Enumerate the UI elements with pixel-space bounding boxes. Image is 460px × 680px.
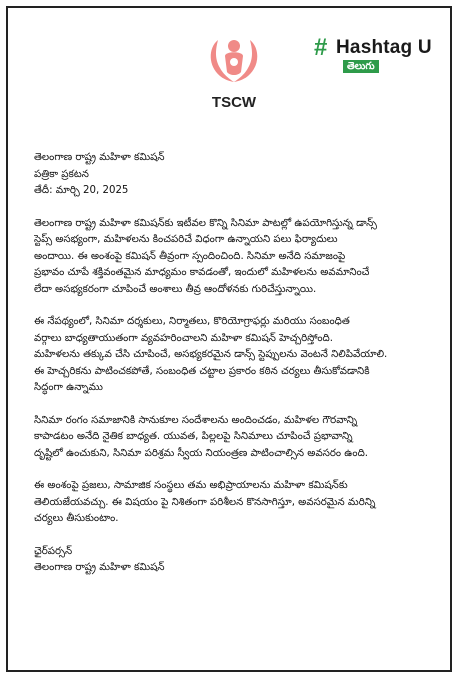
letter-date: తేదీ: మార్చి 20, 2025	[34, 185, 129, 196]
paragraph-4	[34, 478, 450, 528]
paragraph-line: కాపాడటం అనేది నైతిక బాధ్యత. యువత, పిల్లలపై సినిమాలు చూపించే ప్రభావాన్ని	[34, 431, 353, 442]
signoff-org: తెలంగాణ రాష్ట్ర మహిళా కమిషన్	[34, 562, 165, 573]
paragraph-line: దృష్టిలో ఉంచుకుని, సినిమా పరిశ్రమ స్వీయ నియంత్రణ పాటించాల్సిన అవసరం ఉంది.	[34, 447, 369, 459]
paragraph-line: లేదా అసభ్యకరంగా చూపించే అంశాలు తీవ్ర ఆందోళనకు గురిచేస్తున్నాయి.	[34, 283, 317, 295]
paragraph-line: వర్గాలు బాధ్యతాయుతంగా వ్యవహరించాలని మహిళా కమిషన్ హెచ్చరిస్తోంది.	[34, 332, 333, 344]
paragraph-line: తెలియజేయవచ్చు. ఈ విషయం పై నిశితంగా పరిశీలన కొనసాగిస్తూ, అవసరమైన మరిన్ని	[34, 496, 376, 508]
paragraph-line: ఈ హెచ్చరికను పాటించకపోతే, సంబంధిత చట్టాల ప్రకారం కఠిన చర్యలు తీసుకోవడానికి	[34, 365, 370, 377]
paragraph-2	[34, 314, 450, 397]
paragraph-line: స్టెప్స్ అసభ్యంగా, మహిళలను కించపరిచే విధంగా ఉన్నాయని పలు ఫిర్యాదులు	[34, 234, 338, 245]
brand-language-tag: తెలుగు	[343, 60, 379, 73]
paragraph-line: మహిళలను తక్కువ చేసి చూపించే, అసభ్యకరమైన డాన్స్ స్టెప్పులను వెంటనే నిలిపివేయాలి.	[34, 349, 388, 360]
paragraph-3	[34, 413, 450, 463]
paragraph-line: సిద్ధంగా ఉన్నాము	[34, 382, 103, 393]
tscw-logo-icon	[204, 32, 264, 84]
hashtag-icon: #	[314, 34, 328, 61]
logo-wordmark: TSCW	[211, 94, 257, 111]
paragraph-line: సినిమా రంగం సమాజానికి సానుకూల సందేశాలను అందించడం, మహిళల గౌరవాన్ని	[34, 414, 358, 426]
paragraph-line: చర్యలు తీసుకుంటాం.	[34, 513, 119, 524]
letter-body	[34, 150, 450, 577]
document-page	[6, 6, 452, 672]
paragraph-line: ఈ అంశంపై ప్రజలు, సామాజిక సంస్థలు తమ అభిప్రాయాలను మహిళా కమిషన్‌కు	[34, 480, 348, 491]
paragraph-line: ఈ నేపథ్యంలో, సినిమా దర్శకులు, నిర్మాతలు, కొరియోగ్రాఫర్లు మరియు సంబంధిత	[34, 316, 350, 327]
brand-name: Hashtag U	[336, 37, 432, 58]
signoff-title: ఛైర్‌పర్సన్	[34, 545, 73, 557]
letter-subtitle: పత్రికా ప్రకటన	[34, 168, 89, 180]
paragraph-1	[34, 216, 450, 299]
hashtag-u-watermark	[314, 34, 450, 74]
paragraph-line: ప్రభావం చూపే శక్తివంతమైన మాధ్యమం కావడంతో, ఇందులో మహిళలను అవమానించే	[34, 267, 370, 278]
letter-org: తెలంగాణ రాష్ట్ర మహిళా కమిషన్	[34, 152, 165, 163]
paragraph-line: తెలంగాణ రాష్ట్ర మహిళా కమిషన్‌కు ఇటీవల కొన్ని సినిమా పాటల్లో ఉపయోగిస్తున్న డాన్స్	[34, 217, 377, 229]
paragraph-line: అందాయి. ఈ అంశంపై కమిషన్ తీవ్రంగా స్పందించింది. సినిమా అనేది సమాజంపై	[34, 250, 346, 262]
